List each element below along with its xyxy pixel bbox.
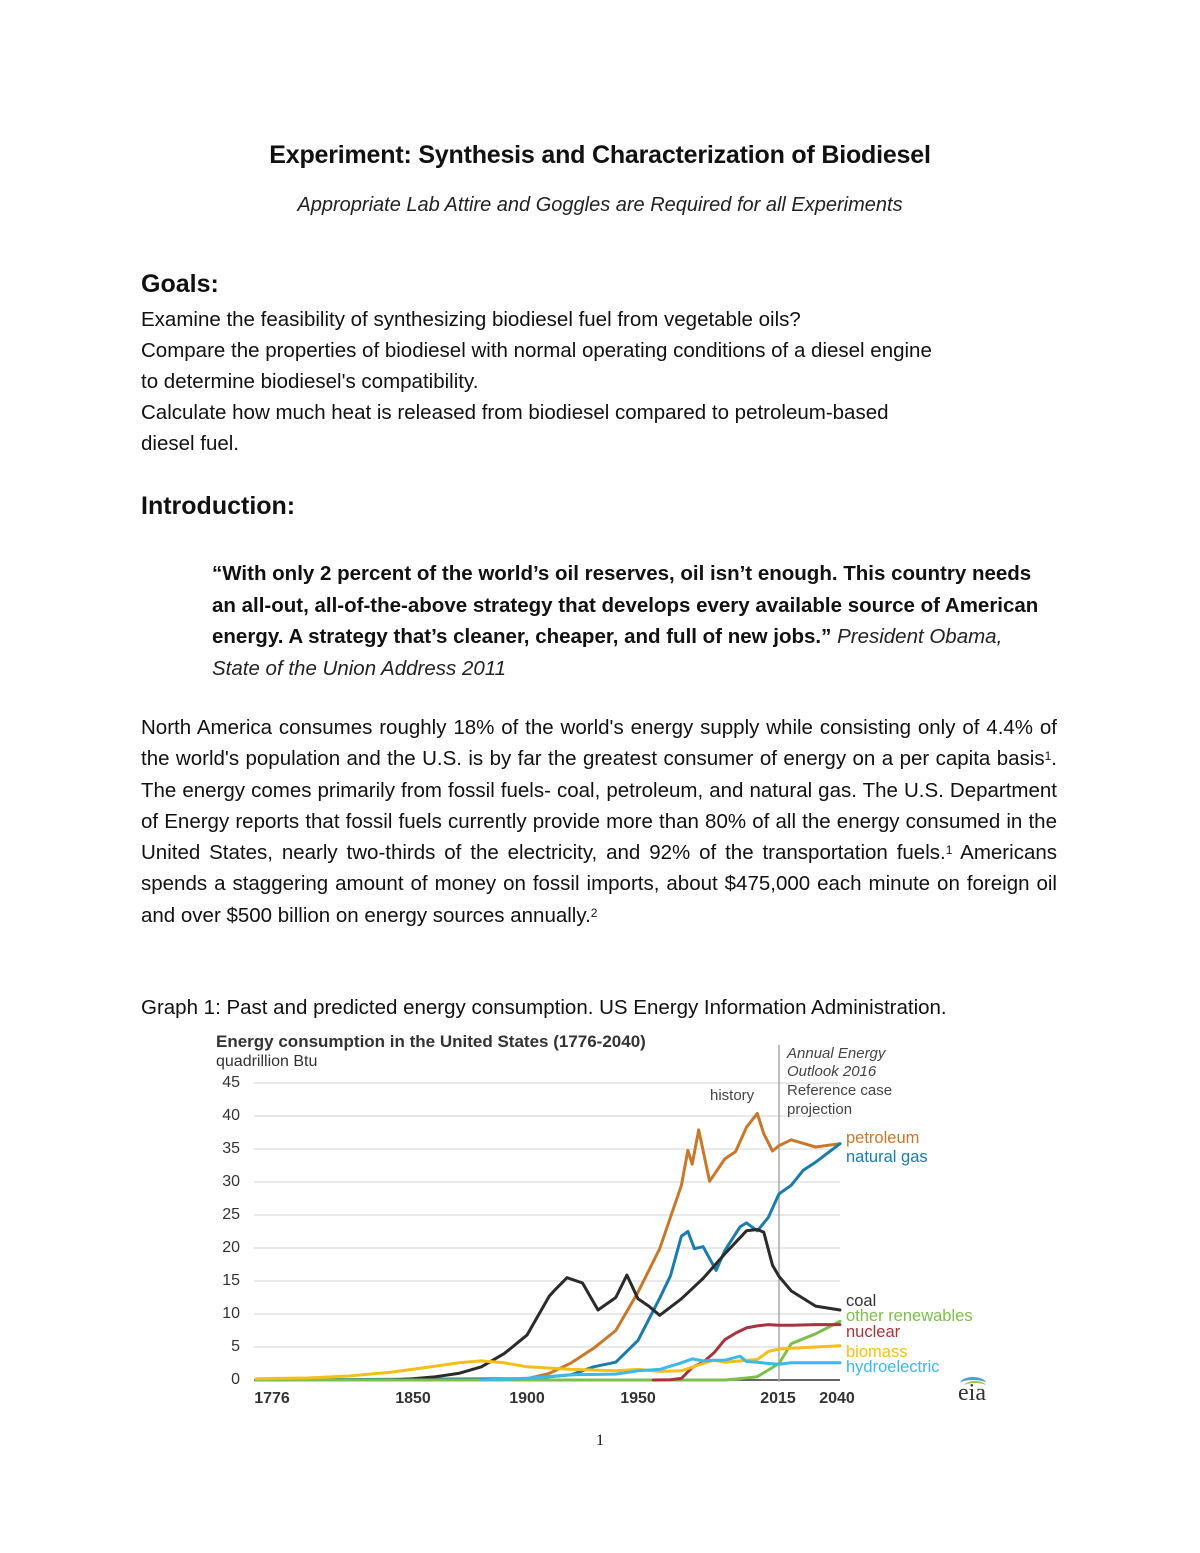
page-number: 1 — [596, 1432, 604, 1449]
graph-caption: Graph 1: Past and predicted energy consumption. US Energy Information Administration. — [141, 996, 947, 1019]
goal-line: Examine the feasibility of synthesizing biodiesel fuel from vegetable oils? — [141, 308, 801, 331]
document-title: Experiment: Synthesis and Characterization of Biodiesel — [269, 141, 931, 169]
x-tick-label: 1950 — [620, 1390, 656, 1407]
introduction-heading: Introduction: — [141, 492, 296, 520]
goal-line: Calculate how much heat is released from biodiesel compared to petroleum-based — [141, 401, 889, 424]
intro-paragraph — [141, 712, 1057, 931]
x-tick-label: 2015 — [760, 1390, 796, 1407]
legend-other-renewables: other renewables — [846, 1307, 973, 1325]
chart-title: Energy consumption in the United States (1776-2040) — [216, 1032, 646, 1051]
y-tick-label: 0 — [231, 1371, 240, 1388]
y-tick-label: 10 — [222, 1305, 240, 1322]
legend-hydroelectric: hydroelectric — [846, 1358, 940, 1376]
x-tick-label: 1776 — [254, 1390, 290, 1407]
quote-attribution: President Obama, State of the Union Address 2011 — [212, 625, 1003, 680]
y-tick-label: 35 — [222, 1140, 240, 1157]
legend-petroleum: petroleum — [846, 1129, 920, 1147]
y-tick-label: 20 — [222, 1239, 240, 1256]
eia-logo-arc-icon — [960, 1377, 986, 1390]
legend-coal: coal — [846, 1292, 877, 1310]
y-tick-label: 30 — [222, 1173, 240, 1190]
series-natural-gas — [256, 1144, 840, 1380]
series-other-renewables — [256, 1321, 840, 1380]
y-tick-label: 5 — [231, 1338, 240, 1355]
series-biomass — [256, 1346, 840, 1379]
y-tick-label: 40 — [222, 1107, 240, 1124]
series-nuclear — [653, 1325, 840, 1380]
annotation-history: history — [710, 1087, 755, 1104]
goal-line: diesel fuel. — [141, 432, 240, 455]
obama-quote — [212, 558, 1042, 684]
y-tick-label: 25 — [222, 1206, 240, 1223]
series-coal — [256, 1230, 840, 1381]
goal-line: to determine biodiesel's compatibility. — [141, 370, 479, 393]
paragraph-text: Americans spends a staggering amount of money on fossil imports, about $475,000 each minute on foreign oil and over $500 billion on energy sources annually. — [141, 841, 1057, 927]
annotation-outlook-line1: Annual Energy — [787, 1045, 886, 1062]
annotation-outlook-line2: Outlook 2016 — [787, 1063, 877, 1080]
legend-natural-gas: natural gas — [846, 1148, 928, 1166]
x-tick-label: 1850 — [395, 1390, 431, 1407]
series-petroleum — [256, 1113, 840, 1380]
footnote-ref[interactable]: 1 — [1044, 749, 1052, 764]
x-tick-label: 1900 — [509, 1390, 545, 1407]
safety-notice: Appropriate Lab Attire and Goggles are Required for all Experiments — [297, 194, 903, 216]
eia-logo-arc-icon — [964, 1381, 986, 1391]
footnote-ref[interactable]: 1 — [945, 843, 953, 858]
legend-nuclear: nuclear — [846, 1323, 901, 1341]
goal-line: Compare the properties of biodiesel with normal operating conditions of a diesel engine — [141, 339, 932, 362]
legend-biomass: biomass — [846, 1343, 908, 1361]
chart-y-unit: quadrillion Btu — [216, 1053, 318, 1070]
goals-heading: Goals: — [141, 270, 219, 298]
paragraph-text: North America consumes roughly 18% of the world's energy supply while consisting only of 4.4% of the world's population and the U.S. is by far the greatest consumer of energy on a per capita basis — [141, 716, 1057, 771]
eia-logo: eia — [958, 1380, 986, 1406]
y-tick-label: 45 — [222, 1074, 240, 1091]
quote-text: “With only 2 percent of the world’s oil reserves, oil isn’t enough. This country needs an all-out, all-of-the-above strategy that develops every available source of American energy. A strategy that’s cleaner, cheaper, and full of new jobs.” — [212, 562, 1039, 648]
annotation-reference-line1: Reference case — [787, 1082, 893, 1099]
paragraph-text: . The energy comes primarily from fossil fuels- coal, petroleum, and natural gas. The U.S. Department of Energy reports that fossil fuels currently provide more than 80% of all the energy consumed in the United States, nearly two-thirds of the electricity, and 92% of the transportation fuels. — [141, 747, 1057, 865]
annotation-reference-line2: projection — [787, 1101, 853, 1118]
series-hydroelectric — [481, 1356, 840, 1380]
x-tick-label: 2040 — [819, 1390, 855, 1407]
goals-list — [141, 304, 1071, 459]
footnote-ref[interactable]: 2 — [590, 905, 598, 920]
y-tick-label: 15 — [222, 1272, 240, 1289]
